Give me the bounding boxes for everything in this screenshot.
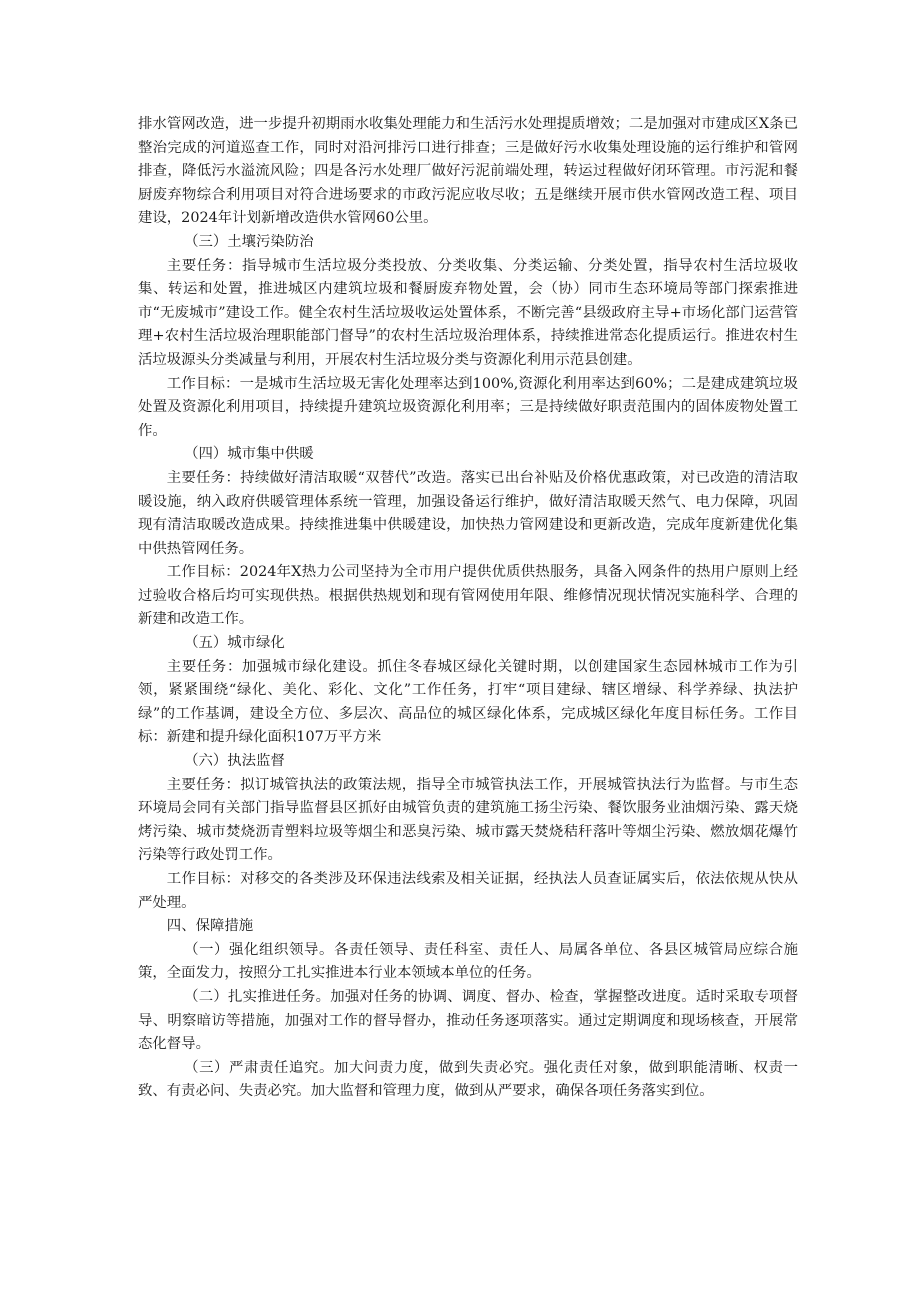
paragraph-soil-main-tasks: 主要任务：指导城市生活垃圾分类投放、分类收集、分类运输、分类处置，指导农村生活垃圾收集、转运和处置，推进城区内建筑垃圾和餐厨废弃物处置，会（协）同市生态环境局等部门探索推进市“无废城市”建设工作。健全农村生活垃圾收运处置体系，不断完善“县级政府主导+市场化部门运营管理+农村生活垃圾治理职能部门督导”的农村生活垃圾治理体系，持续推进常态化提质运行。推进农村生活垃圾源头分类减量与利用，开展农村生活垃圾分类与资源化利用示范县创建。 <box>138 257 798 368</box>
paragraph-greening-main-tasks: 主要任务：加强城市绿化建设。抓住冬春城区绿化关键时期，以创建国家生态园林城市工作为引领，紧紧围绕“绿化、美化、彩化、文化”工作任务，打牢“项目建绿、辖区增绿、科学养绿、执法护绿”的工作基调，建设全方位、多层次、高品位的城区绿化体系，完成城区绿化年度目标任务。工作目标：新建和提升绿化面积107万平方米 <box>138 658 798 746</box>
paragraph-heating-work-goals: 工作目标：2024年X热力公司坚持为全市用户提供优质供热服务，具备入网条件的热用户原则上经过验收合格后均可实现供热。根据供热规划和现有管网使用年限、维修情况现状情况实施科学、合理的新建和改造工作。 <box>138 564 798 628</box>
paragraph-safeguard-accountability: （三）严肃责任追究。加大问责力度，做到失责必究。强化责任对象，做到职能清晰、权责一致、有责必问、失责必究。加大监督和管理力度，做到从严要求，确保各项任务落实到位。 <box>138 1059 798 1100</box>
paragraph-safeguard-task-progress: （二）扎实推进任务。加强对任务的协调、调度、督办、检查，掌握整改进度。适时采取专项督导、明察暗访等措施，加强对工作的督导督办，推动任务逐项落实。通过定期调度和现场核查，开展常态化督导。 <box>138 988 798 1053</box>
paragraph-heating-main-tasks: 主要任务：持续做好清洁取暖“双替代”改造。落实已出台补贴及价格优惠政策，对已改造的清洁取暖设施，纳入政府供暖管理体系统一管理，加强设备运行维护，做好清洁取暖天然气、电力保障，巩固现有清洁取暖改造成果。持续推进集中供暖建设，加快热力管网建设和更新改造，完成年度新建优化集中供热管网任务。 <box>138 469 798 557</box>
section-heading-law-enforcement: （六）执法监督 <box>184 753 285 770</box>
section-heading-safeguard-measures: 四、保障措施 <box>166 918 254 935</box>
paragraph-soil-work-goals: 工作目标：一是城市生活垃圾无害化处理率达到100%,资源化利用率达到60%；二是建成建筑垃圾处置及资源化利用项目，持续提升建筑垃圾资源化利用率；三是持续做好职责范围内的固体废物处置工作。 <box>138 375 798 439</box>
paragraph-enforcement-main-tasks: 主要任务：拟订城管执法的政策法规，指导全市城管执法工作，开展城管执法行为监督。与市生态环境局会同有关部门指导监督县区抓好由城管负责的建筑施工扬尘污染、餐饮服务业油烟污染、露天烧烤污染、城市焚烧沥青塑料垃圾等烟尘和恶臭污染、城市露天焚烧秸秆落叶等烟尘污染、燃放烟花爆竹污染等行政处罚工作。 <box>138 776 798 864</box>
section-heading-urban-greening: （五）城市绿化 <box>184 635 285 652</box>
paragraph-sewage-tasks-continued: 排水管网改造，进一步提升初期雨水收集处理能力和生活污水处理提质增效；二是加强对市建成区X条已整治完成的河道巡查工作，同时对沿河排污口进行排查；三是做好污水收集处理设施的运行维护和管网排查，降低污水溢流风险；四是各污水处理厂做好污泥前端处理，转运过程做好闭环管理。市污泥和餐厨废弃物综合利用项目对符合进场要求的市政污泥应收尽收；五是继续开展市供水管网改造工程、项目建设，2024年计划新增改造供水管网60公里。 <box>138 116 798 227</box>
section-heading-soil-pollution: （三）土壤污染防治 <box>184 233 314 250</box>
section-heading-central-heating: （四）城市集中供暖 <box>184 446 314 463</box>
paragraph-safeguard-leadership: （一）强化组织领导。各责任领导、责任科室、责任人、局属各单位、各县区城管局应综合施策，全面发力，按照分工扎实推进本行业本领域本单位的任务。 <box>138 941 798 982</box>
paragraph-enforcement-work-goals: 工作目标：对移交的各类涉及环保违法线索及相关证据，经执法人员查证属实后，依法依规从快从严处理。 <box>138 871 798 911</box>
document-body <box>138 113 798 1104</box>
